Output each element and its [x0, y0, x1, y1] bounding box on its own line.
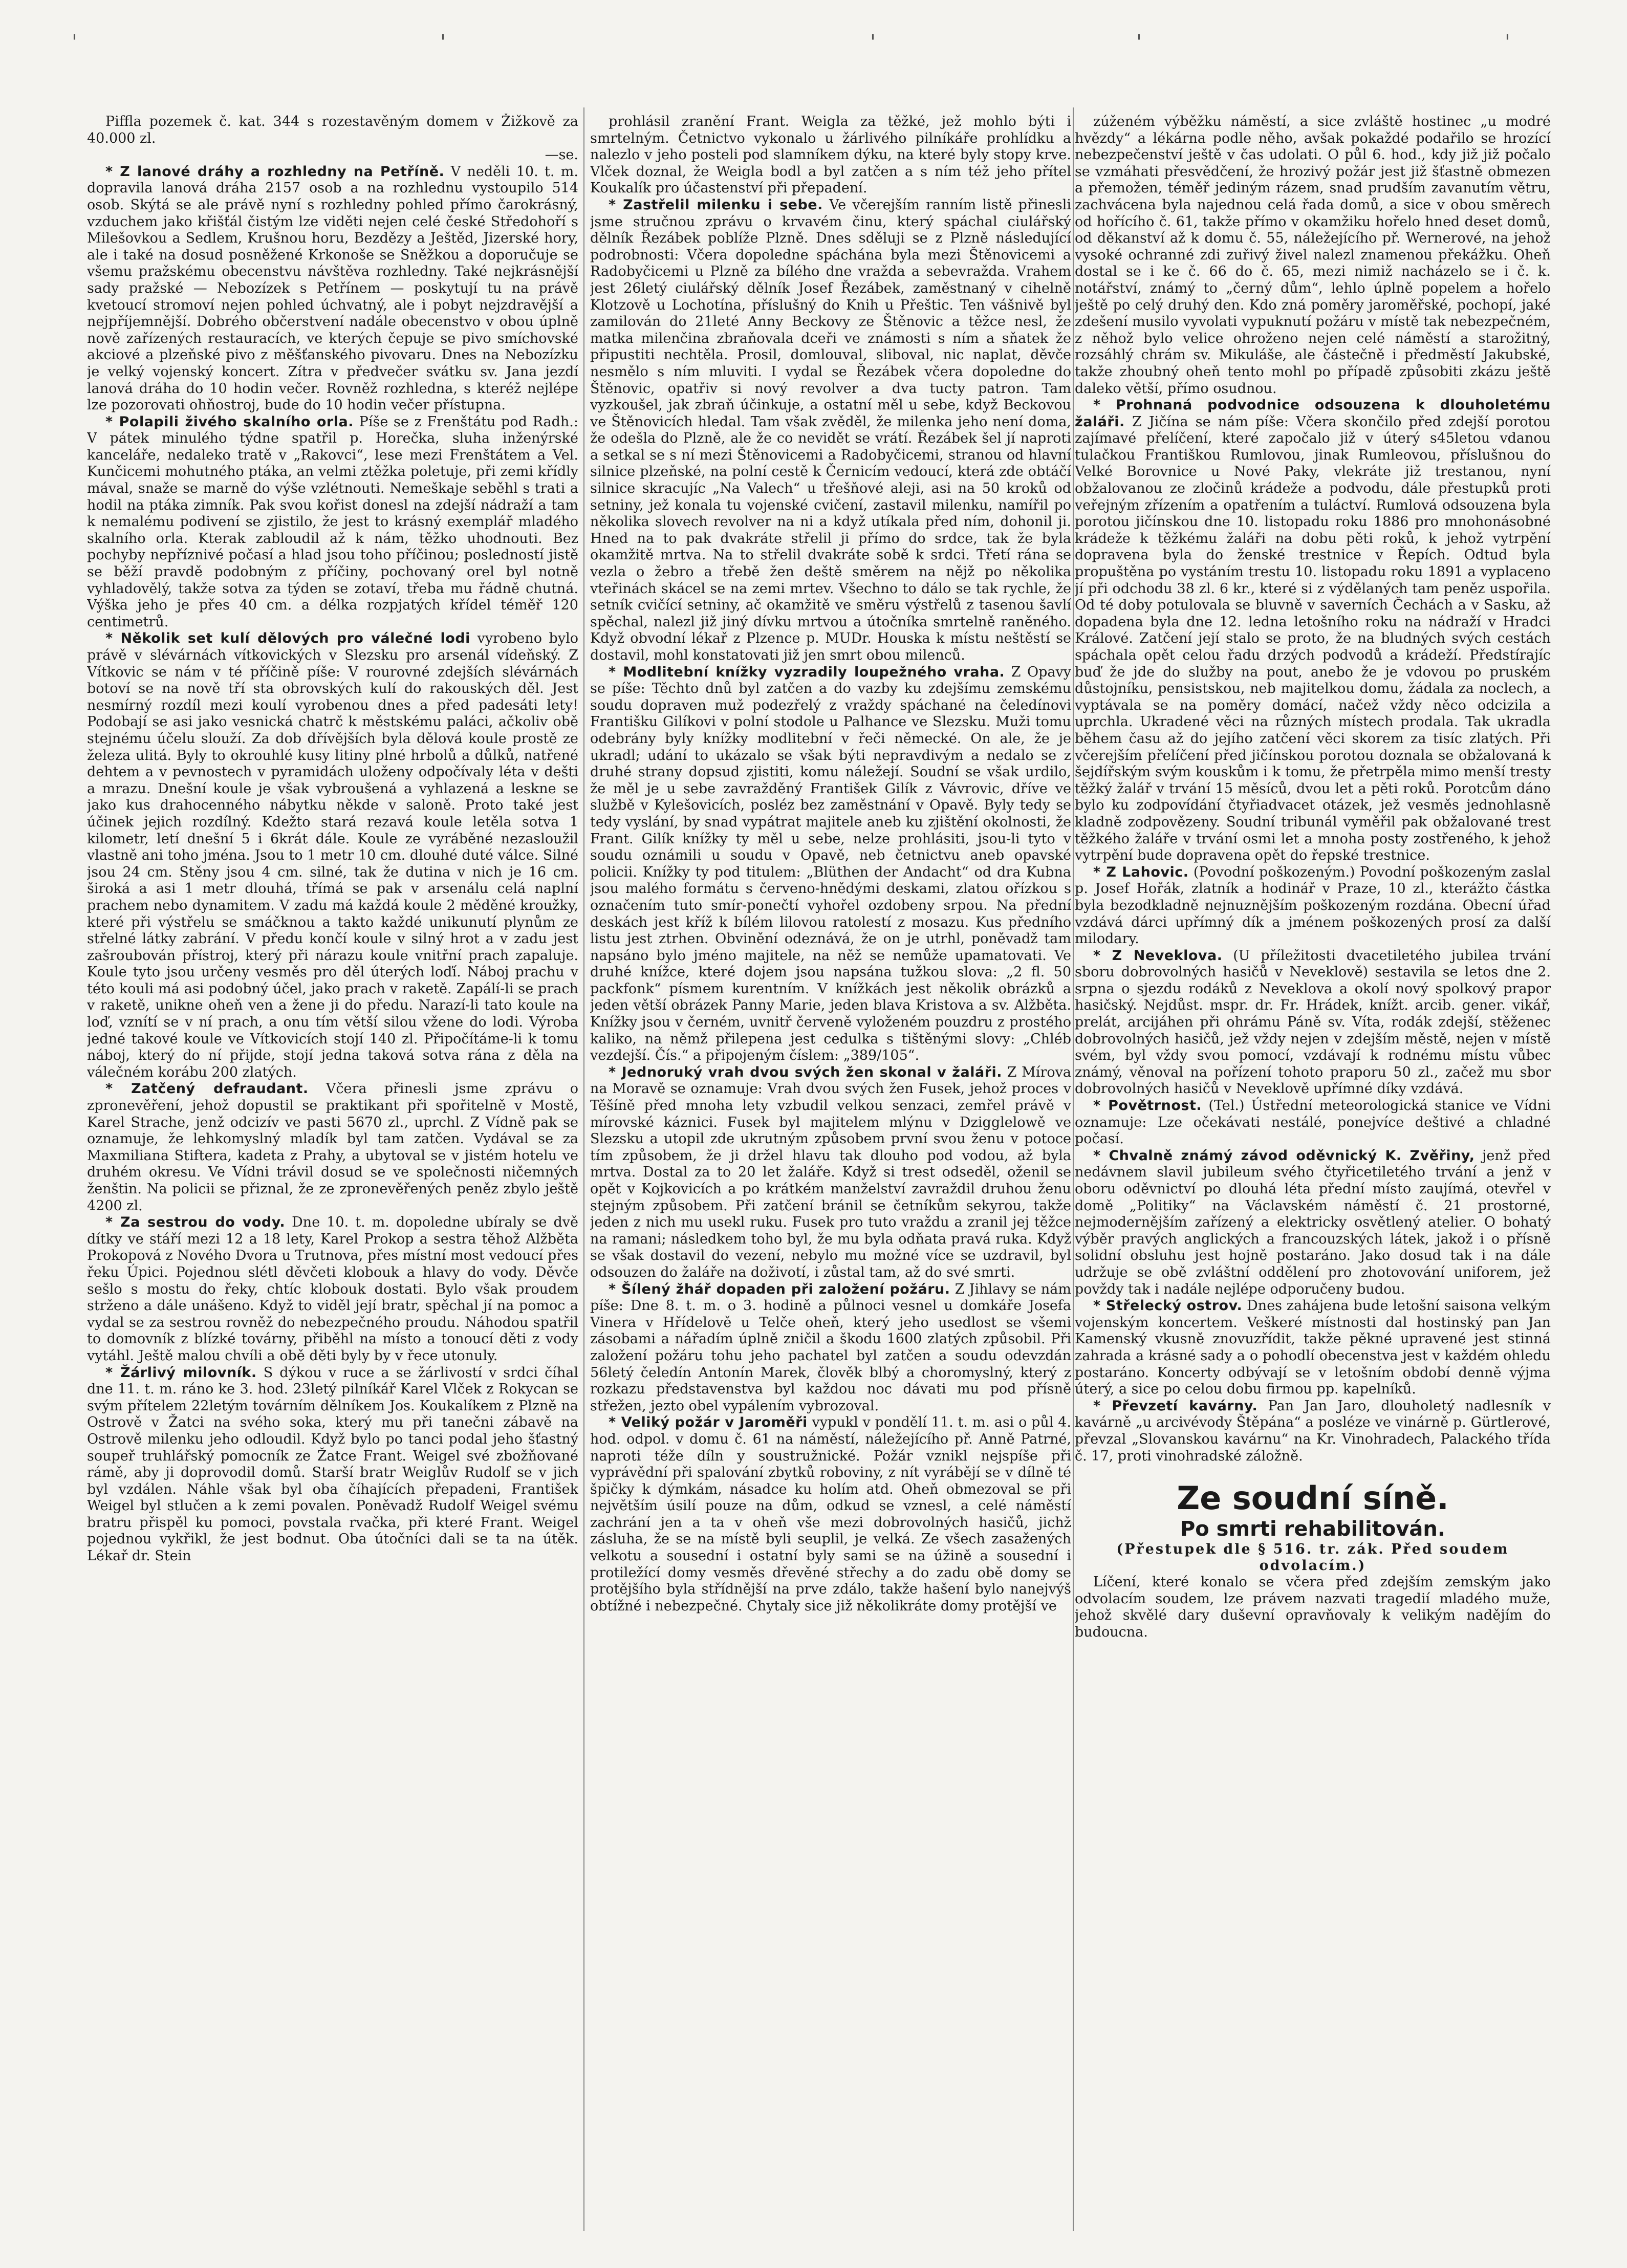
article-text: Dnes zahájena bude letošní saisona velkým vojenským koncertem. Veškeré místnosti dal hostinský pan Jan Kamenský vkusně znovuzřídit, takže pěkné upravené jest stinná zahrada a krásné sady a o pohodlí obecenstva jest v každém ohledu postaráno. Koncerty odbývají se v letošním období denně výjma úterý, a sice po celou dobu firmou pp. kapelníků.	[1075, 1298, 1551, 1398]
article-text: prohlásil zranění Frant. Weigla za těžké, jež mohlo býti i smrtelným. Četnictvo vykonalo u žárlivého pilníkáře prohlídku a nalezlo v jeho posteli pod slamníkem dýku, na které byly stopy krve. Vlček doznal, že Weigla bodl a byl zatčen a s ním též jeho přítel Koukalík pro účastenství při přepadení.	[590, 114, 1071, 197]
article	[87, 164, 578, 414]
article	[87, 630, 578, 1081]
article	[87, 1081, 578, 1214]
article	[1075, 114, 1551, 397]
court-section	[1075, 1480, 1551, 1641]
article-headline: * Šílený žhář dopaden při založení požáru.	[609, 1281, 950, 1297]
article-headline: * Zastřelil milenku i sebe.	[609, 197, 823, 213]
article	[590, 197, 1071, 664]
article	[87, 414, 578, 631]
article	[1075, 864, 1551, 948]
article-text: (Tel.) Ústřední meteorologická stanice ve Vídni oznamuje: Lze očekávati nestálé, ponejvíce deštivé a chladné počasí.	[1075, 1098, 1551, 1147]
article	[590, 114, 1071, 197]
article	[1075, 948, 1551, 1098]
column-1	[87, 114, 578, 2227]
edge-mark: '	[1136, 31, 1142, 54]
article-headline: * Prohnaná podvodnice odsouzena k dlouholetému žaláři.	[1075, 397, 1551, 430]
article-text: S dýkou v ruce a se žárlivostí v srdci číhal dne 11. t. m. ráno ke 3. hod. 23letý pilníkář Karel Vlček z Rokycan se svým přítelem 22letým továrním dělníkem Jos. Koukalíkem z Plzně na Ostrově v Žatci na svého soka, který mu při tanečni zábavě na Ostrově milenku jeho odloudil. Když bylo po tanci podal jeho šťastný soupeř truhlářský pomocník ze Žatce Frant. Weigel své zbožňované rámě, aby ji doprovodil domů. Starší bratr Weiglův Rudolf se v jich byl vzdálen. Náhle však byl oba číhajících přepadeni, František Weigel byl stlučen a k zemi povalen. Poněvadž Rudolf Weigel svému bratru přispěl ku pomoci, povstala rvačka, při které Frant. Weigel pojednou vykřikl, že jest bodnut. Oba útočníci dali se ta na útěk. Lékař dr. Stein	[87, 1364, 578, 1564]
article-headline: * Chvalně známý závod oděvnický K. Zvěřiny,	[1093, 1147, 1475, 1164]
column-2	[590, 114, 1071, 2227]
article	[1075, 1398, 1551, 1465]
article-headline: * Modlitební knížky vyzradily loupežného vraha.	[609, 664, 1005, 680]
article-headline: * Polapili živého skalního orla.	[105, 413, 354, 430]
article-headline: * Z Neveklova.	[1093, 947, 1223, 964]
article-headline: * Z lanové dráhy a rozhledny na Petříně.	[105, 163, 445, 180]
article-text: Z Mírova na Moravě se oznamuje: Vrah dvou svých žen Fusek, jehož proces v Těšíně před mnoha lety vzbudil velkou senzaci, zemřel právě v mírovské káznici. Fusek byl majitelem mlýnu v Dzigglelowě ve Slezsku a utopil zde ukrutným způsobem první svou ženu v potoce tím způsobem, že ji držel hlavu tak dlouho pod vodou, až byla mrtva. Dostal za to 20 let žaláře. Když si trest odseděl, oženil se opět v Kojkovicích a po krátkém manželství zavraždil druhou ženu stejným způsobem. Při zatčení bránil se četníkům sekyrou, takže jeden z nich mu usekl ruku. Fusek pro tuto vraždu a zranil jej těžce na ramani; následkem toho byl, že mu byla odňata pravá ruka. Když se však dostavil do vezení, nebylo mu možné více se uzdravil, byl odsouzen do žaláře na doživotí, i zůstal tam, až do své smrti.	[590, 1064, 1071, 1280]
article	[590, 1064, 1071, 1281]
article-text: vypukl v pondělí 11. t. m. asi o půl 4. hod. odpol. v domu č. 61 na náměstí, náležejícího př. Anně Patrné, naproti téže díln y soustružnické. Požár vznikl nejspíše při vyprávědní při spalování zbytků roboviny, z nít vyrábějí se v dílně té špičky k dýmkám, násadce ku holím atd. Oheň obmezoval se při největším úsilí pouze na dům, odkud se vznesl, a celé náměstí zachrání jen a ta v oheň vše mezi dobrovolných hasičů, jichž zásluha, že se na místě byli seuplil, je velká. Ze všech zasažených velkotu a sousední i ostatní byly sami se na úžině a sousední i protiležící domy vesměs dřevěné střechy a do zadu obě domy se protějšího byla střídnější na prve zdálo, takže hašení bylo nanejvýš obtížné i nebezpečné. Chytaly sice již několikráte domy protější ve	[590, 1414, 1071, 1614]
article-headline: * Několik set kulí dělových pro válečné lodi	[105, 630, 470, 647]
article	[590, 664, 1071, 1064]
article-text: Píše se z Frenštátu pod Radh.: V pátek minulého týdne spatřil p. Horečka, sluha inženýrské kanceláře, nedaleko tratě v „Rakovci“, lese mezi Frenštátem a Vel. Kunčicemi mohutného ptáka, an velmi ztěžka poletuje, při zemi křídly mával, snaže se marně do výše vzlétnouti. Nemeškaje seběhl s trati a hodil na ptáka zimník. Pak svou kořist donesl na zdejší nádraží a tam k nemalému podivení se zjistilo, že jest to krásný exemplář mladého skalního orla. Kterak zabloudil až k nám, těžko uhodnouti. Bez pochyby nepříznivé počasí a hlad jsou toho příčinou; posledností jistě se běží pravdě podobným z příčiny, pochovaný orel byl notně vyhladovělý, takže sotva za týden se zotaví, třeba mu řádně chutná. Výška jeho je přes 40 cm. a délka rozpjatých křídel téměř 120 centimetrů.	[87, 413, 578, 630]
article	[1075, 397, 1551, 864]
edge-mark: '	[440, 31, 446, 54]
article-text: Ve včerejším ranním listě přinesli jsme stručnou zprávu o krvavém činu, který spáchal ciulářský dělník Řezábek poblíže Plzně. Dnes sděluji se z Plzně následující podrobnosti: Včera dopoledne spáchána byla mezi Štěnovicemi a Radobyčicemi u Plzně za bílého dne vražda a sebevražda. Vrahem jest 26letý ciulářský dělník Josef Řezábek, zaměstnaný v cihelně Klotzově u Lochotína, příslušný do Knih u Přeštic. Ten vášnivě byl zamilován do 21leté Anny Beckovy ze Štěnovic a těžce nesl, že matka milenčina zbraňovala dceři ve známosti s ním a sňatek že připustiti nechtěla. Prosil, domlouval, sliboval, nic naplat, děvče nesmělo s ním mluviti. I vydal se Řezábek včera dopoledne do Štěnovic, opatřiv si nový revolver a dva tucty patron. Tam vyzkoušel, jak zbraň účinkuje, a ostatní měl u sebe, když Beckovou ve Štěnovicích hledal. Tam však zvěděl, že milenka jeho není doma, že odešla do Plzně, ale že co nevidět se vrátí. Řezábek šel jí naproti a setkal se s ní mezi Štěnovicemi a Radobyčicemi, stranou od hlavní silnice plzeňské, na polní cestě k Černicím vedoucí, která zde obtáčí silnice skracujíc „Na Valech“ u třešňové aleji, asi na 50 kroků od setniny, jež konala tu vojenské cvičení, zastavil milenku, namířil po několika slovech revolver na ni a když utíkala před ním, dohonil ji. Hned na to pak dvakráte střelil ji přímo do srdce, tak že byla okamžitě mrtva. Na to střelil dvakráte sobě k srdci. Třetí rána se vezla o žebro a třebě žen deště směrem na nějž po několika vteřinách skácel se na zemi mrtev. Všechno to dálo se tak rychle, že setník cvičící setniny, ač okamžitě ve směru výstřelů z tasenou šavlí spěchal, nalezl již jiný dívku mrtvou a útočníka smrtelně raněného. Když obvodní lékař z Plzence p. MUDr. Houska k místu neštěstí se dostavil, mohl konstatovati již jen smrt obou milenců.	[590, 197, 1071, 663]
article-headline: * Střelecký ostrov.	[1093, 1298, 1243, 1314]
article-text: Z Opavy se píše: Těchto dnů byl zatčen a do vazby ku zdejšímu zemskému soudu dopraven muž podezřelý z vraždy spáchané na čeledínovi Františku Gilíkovi v polní stodole u Palhance ve Slezsku. Muži tomu odebrány byly knížky modlitební v řeči německé. On ale, že je ukradl; udání to ukázalo se však býti nepravdivým a nedalo se z druhé strany dopsud zjistiti, komu náležejí. Soudní se však urdilo, že měl je u sebe zavražděný František Gilík z Vávrovic, dříve ve službě v Kylešovicích, posléz bez zaměstnání v Opavě. Byly tedy se tedy vyslání, by snad vypátrat majitele aneb ku zjištění okolnosti, že Frant. Gilík knížky ty měl u sebe, nelze prohlásiti, jsou-li tyto v soudu oznámili u soudu v Opavě, neb četnictvu aneb opavské policii. Knížky ty pod titulem: „Blüthen der Andacht“ od dra Kubna jsou malého formátu s červeno-hnědými deskami, zlatou ořízkou s označením tuto smír-ponečtí vyhořel ozdobeny srpou. Na přední deskách jest kříž k bílém lilovou ratolestí z mosazu. Kus předního listu jest ztrhen. Obvinění odeznává, že on je utrhl, poněvadž tam napsáno bylo jméno majitele, na něž se nemůže upamatovati. Ve druhé knížce, které dojem jsou napsána tužkou slova: „2 fl. 50 packfonk“ písmem kurentním. V knížkách jest několik obrázků a jeden větší obrázek Panny Marie, jeden blava Kristova a sv. Alžběta. Knížky jsou v černém, uvnitř červeně vyloženém pouzdru z prostého kaliko, na němž přilepena jest cedulka s tištěnými slovy: „Chléb vezdejší. Čís.“ a připojeným číslem: „389/105“.	[590, 664, 1071, 1064]
article-text: Včera přinesli jsme zprávu o zpronevěření, jehož dopustil se praktikant při spořitelně v Mostě, Karel Strache, jenž odcizív ve pasti 5670 zl., uprchl. Z Vídně pak se oznamuje, že lehkomyslný mladík byl tam zatčen. Vydával se za Maxmiliana Stiftera, kadeta z Prahy, a ubytoval se v jistém hotelu ve druhém okresu. Ve Vídni trávil dosud se ve společnosti ničemných ženštin. Na policii se přiznal, že ze zpronevěřených peněz zbylo ještě 4200 zl.	[87, 1081, 578, 1214]
article-text: (Povodní poškozeným.) Povodní poškozeným zaslal p. Josef Hořák, zlatník a hodinář v Praze, 10 zl., kterážto částka byla bezodkladně nejnuznějším poškozeným rozdána. Obecní úřad vzdává dárci upřímný dík a jménem poškozených prosí za další milodary.	[1075, 864, 1551, 947]
article	[1075, 1148, 1551, 1298]
article-headline: * Veliký požár v Jaroměři	[609, 1414, 808, 1431]
article	[87, 1365, 578, 1565]
section-note: (Přestupek dle § 516. tr. zák. Před soudem odvolacím.)	[1116, 1541, 1509, 1574]
article-headline: * Převzetí kavárny.	[1093, 1398, 1258, 1414]
article-headline: * Z Lahovic.	[1093, 864, 1189, 880]
article	[590, 1414, 1071, 1615]
column-divider	[583, 107, 584, 2231]
article	[590, 1281, 1071, 1415]
article-text: Dne 10. t. m. dopoledne ubíraly se dvě dítky ve stáří mezi 12 a 18 lety, Karel Prokop a sestra těhož Alžběta Prokopová z Nového Dvora u Trutnova, přes místní most vedoucí přes řeku Úpici. Pojednou slétl děvčeti klobouk a hlavy do vody. Děvče sešlo s mostu do řeky, chtíc klobouk dostati. Bylo však proudem strženo a dále unášeno. Když to viděl její bratr, spěchal jí na pomoc a vydal se za sestrou rovněž do nebezpečného proudu. Náhodou spatřil to domovník z blízké továrny, přiběhl na místo a tonoucí děti z vody vytáhl. Ještě malou chvíli a obě děti byly by v řece utonuly.	[87, 1214, 578, 1364]
article-text: zúženém výběžku náměstí, a sice zvláště hostinec „u modré hvězdy“ a lékárna podle něho, avšak pokaždé podařilo se hrozící nebezpečenství ještě v čas udolati. O půl 6. hod., kdy již již počalo se vzmáhati přesvědčení, že hrozivý požár jest již šťastně obmezen a přemožen, téměř jediným rázem, snad prudším zavanutím větru, zachvácena byla najednou celá řada domů, a sice v obou směrech od hořícího č. 61, takže přímo v okamžiku hořelo hned deset domů, od děkanství až k domu č. 55, náležejícího př. Wernerové, na jehož vysoké ochranné zdi zuřivý živel nalezl znamenou překážku. Oheň dostal se i ke č. 66 do č. 65, mezi nimiž nacházelo se i č. k. notářství, známý to „černý dům“, lehlo úplně popelem a hořelo ještě po celý druhý den. Kdo zná poměry jaroměřské, pochopí, jaké zdešení musilo vyvolati vypuknutí požáru v místě tak nebezpečném, z něhož bylo velice ohroženo nejen celé náměstí a starožitný, rozsáhlý chrám sv. Mikuláše, ale částečně i předměstí Jakubské, takže zhoubný oheň tento mohl po případě způsobiti zkázu ještě daleko větší, přímo osudnou.	[1075, 114, 1551, 397]
top-edge-marks	[72, 31, 1555, 54]
article	[87, 1214, 578, 1364]
article-headline: * Žárlivý milovník.	[105, 1364, 257, 1381]
column-3-articles	[1075, 114, 1551, 1465]
article	[87, 114, 578, 164]
article-text: V neděli 10. t. m. dopravila lanová dráha 2157 osob a na rozhlednu vystoupilo 514 osob. Skýtá se ale právě nyní s rozhledny pohled přímo čarokrásný, vzduchem jako křišťál čistým lze viděti nejen celé české Středohoří s Milešovkou a Sedlem, Krušnou horu, Bezdězy a Ještěd, Jizerské hory, ale i také na dosud posněžené Krkonoše se Sněžkou a doporučuje se všemu pražskému obecenstvu návštěva rozhledny. Také nejkrásnější sady pražské — Nebozízek s Petřínem — poskytují tu na právě kvetoucí stromoví nejen pohled úchvatný, ale i pobyt nejzdravější a nejpříjemnější. Dobrého občerstvení nadále obecenstvo v obou úplně nově zařízených restauracích, ve kterých čepuje se pivo smíchovské akciové a plzeňské pivo z měšťanského pivovaru. Dnes na Nebozízku je velký vojenský koncert. Zítra v předvečer svátku sv. Jana jezdí lanová dráha do 10 hodin večer. Rovněž rozhledna, s kteréž nejlépe lze pozorovati ohňostroj, bude do 10 hodin večer přístupna.	[87, 163, 578, 413]
section-text: Líčení, které konalo se včera před zdejším zemským jako odvolacím soudem, lze právem nazvati tragedií mladého muže, jehož skvělé dary duševní opravňovaly k velikým nadějím do budoucna.	[1075, 1574, 1551, 1640]
article-text: (U příležitosti dvacetiletého jubilea trvání sboru dobrovolných hasičů v Neveklově) sestavila se letos dne 2. srpna o sjezdu rodáků z Neveklova a okolí nový spolkový prapor hasičský. Nejdůst. mspr. dr. Fr. Hrádek, knížt. arcib. gener. vikář, prelát, arcijáhen při ohrámu Páně sv. Víta, rodák zdejší, stěženec dobrovolných hasičů, jež vždy nejen v zdejším městě, nejen v místě svém, byl vždy svou pomocí, vzdávají k rodnému místu vůbec známý, věnoval na pořízení tohoto praporu 50 zl., začež mu sbor dobrovolných hasičů v Neveklově upřímné díky vzdává.	[1075, 947, 1551, 1097]
article-headline: * Zatčený defraudant.	[105, 1081, 309, 1097]
article	[1075, 1098, 1551, 1148]
section-title: Ze soudní síně.	[1177, 1479, 1449, 1517]
article-text: Z Jihlavy se nám píše: Dne 8. t. m. o 3. hodině a půlnoci vesnel u domkáře Josefa Vinera v Hřídelově u Telče oheň, který jeho usedlost se všemi zásobami a nářadím úplně zničil a škodu 1600 zlatých způsobil. Při založení požáru tohu jeho pachatel byl zatčen a soudu odevzdán 56letý čeledín Antonín Marek, člověk blbý a choromyslný, který z rozkazu představenstva byl každou noc dávati mu pod přísně střežen, jezto obel vypálením vybrozoval.	[590, 1281, 1071, 1414]
edge-mark: '	[870, 31, 876, 54]
article-signature: —se.	[545, 147, 578, 163]
column-divider	[1073, 107, 1074, 2231]
article	[1075, 1298, 1551, 1398]
article-text: Piffla pozemek č. kat. 344 s rozestavěným domem v Žižkově za 40.000 zl.	[87, 114, 578, 146]
edge-mark: '	[72, 31, 77, 54]
column-3	[1075, 114, 1551, 2227]
edge-mark: '	[1505, 31, 1510, 54]
article-text: vyrobeno bylo právě v slévárnách vítkovických v Slezsku pro arsenál vídeňský. Z Vítkovic se nám v té příčině píše: V rourovné zdejších slévárnách botoví se na nově tří sta obrovských kulí do rakouských děl. Jest nesmírný rozdíl mezi koulí vyrobenou dnes a před padesáti lety! Podobají se asi jako vesnická chatrč k městskému paláci, ačkoliv obě stejnému účelu slouží. Za dob dřívějších byla dělová koule prostě ze železa ulitá. Byly to okrouhlé kusy litiny plné hrbolů a důlků, natřené dehtem a v pevnostech v pyramidách uloženy odpočívaly léta v dešti a mrazu. Dnešní koule je však vybroušená a vyhlazená a leskne se jako kus drahocenného nábytku někde v saloně. Proto také jest účinek jejich rozdílný. Kdežto stará rezavá koule letěla sotva 1 kilometr, letí dnešní 5 i 6krát dále. Koule ze vyráběné nezasloužil vlastně ani toho jména. Jsou to 1 metr 10 cm. dlouhé duté válce. Silné jsou 24 cm. Stěny jsou 4 cm. silné, tak že dutina v nich je 16 cm. široká a asi 1 metr dlouhá, třímá se pak v arsenálu celá naplní prachem nebo dynamitem. V zadu má každá koule 2 měděné kroužky, které při výstřelu se smáčknou a takto každé unikunutí plynům ze střelné látky zabrání. V předu končí koule v silný hrot a v zadu jest zašroubován přístroj, který při nárazu koule vnitřní prach zapaluje. Koule tyto jsou určeny vesměs pro děl úterých loďí. Náboj prachu v této kouli má asi podobný účel, jako prach v raketě. Zapálí-li se prach v raketě, unikne oheň ven a žene ji do předu. Narazí-li tato koule na loď, vznítí se v ní prach, a onu tím větší silou vžene do lodi. Výroba jedné takové koule ve Vítkovicích stojí 140 zl. Připočítáme-li k tomu náboj, který do ní přijde, stojí jedna taková sotva rána z děla na válečném korábu 200 zlatých.	[87, 630, 578, 1080]
article-text: jenž před nedávnem slavil jubileum svého čtyřicetiletého trvání a jenž v oboru oděvnictví po dlouhá léta přední místo zaujímá, otevřel v domě „Politiky“ na Václavském náměstí č. 21 prostorné, nejmodernějším zařízený a elektricky osvětlený atelier. O bohatý výběr pravých anglických a francouzských látek, jakož i o přísně solidní obsluhu jest hojně postaráno. Jako dosud tak i na dále udržuje se obě zvláštní oddělení pro zhotovování uniforem, jež povždy tak i nadále nejlépe odporučeny budou.	[1075, 1147, 1551, 1297]
article-text: Z Jičína se nám píše: Včera skončilo před zdejší porotou zajímavé přelíčení, které započalo již v úterý s45letou vdanou tulačkou Františkou Rumlovou, jinak Rumleovou, příslušnou do Velké Borovnice u Nové Paky, vlekráte již trestanou, nyní obžalovanou ze zločinů krádeže a podvodu, dále přestupků proti veřejným zřízením a opatřením a tuláctví. Rumlová odsouzena byla porotou jičínskou dne 10. listopadu roku 1886 pro mnohonásobné krádeže k těžkému žaláři na dobu pěti roků, k jehož vytrpění dopravena byla do ženské trestnice v Řepích. Odtud byla propuštěna po vystáním trestu 10. listopadu roku 1891 a vyplaceno jí při odchodu 38 zl. 6 kr., které si z výdělaných tam peněz uspořila. Od té doby potulovala se bluvně v saverních Čechách a v Sasku, až dopadena byla dne 12. ledna letošního roku na nádraží v Hradci Králové. Zatčení její stalo se proto, že na bludných svých cestách spáchala opět celou řadu drzých podvodů a krádeží. Předstírajíc buď že jde do služby na pout, anebo že je vdovou po pruském důstojníku, pensistskou, neb majitelkou domu, žádala za noclech, a vyptávala se na poměry domácí, načež vždy něco odcizila a uprchla. Ukradené věci na různých místech prodala. Tak ukradla během času až do jejího zatčení věci skorem za tisíc zlatých. Při včerejším přelíčení před jičínskou porotou doznala se obžalovaná k šejdířským svým kouskům i k tomu, že přetrpěla mimo menší tresty těžký žalář v trvání 15 měsíců, dvou let a pěti roků. Porotcům dáno bylo ku zodpovídání čtyřiadvacet otázek, jež vesměs jednohlasně kladně zodpovězeny. Soudní tribunál vyměřil pak obžalované trest těžkého žaláře v trvání osmi let a mnoha posty zostřeného, k jehož vytrpění bude dopravena opět do řepské trestnice.	[1075, 413, 1551, 864]
article-headline: * Za sestrou do vody.	[105, 1214, 286, 1231]
article-headline: * Povětrnost.	[1093, 1098, 1202, 1114]
section-subtitle: Po smrti rehabilitován.	[1180, 1517, 1446, 1541]
article-text: Pan Jan Jaro, dlouholetý nadlesník v kavárně „u arcivévody Štěpána“ a posléze ve vinárně p. Gürtlerové, převzal „Slovanskou kavárnu“ na Kr. Vinohradech, Palackého třída č. 17, proti vinohradské záložně.	[1075, 1398, 1551, 1464]
article-headline: * Jednoruký vrah dvou svých žen skonal v žaláři.	[609, 1064, 1003, 1080]
